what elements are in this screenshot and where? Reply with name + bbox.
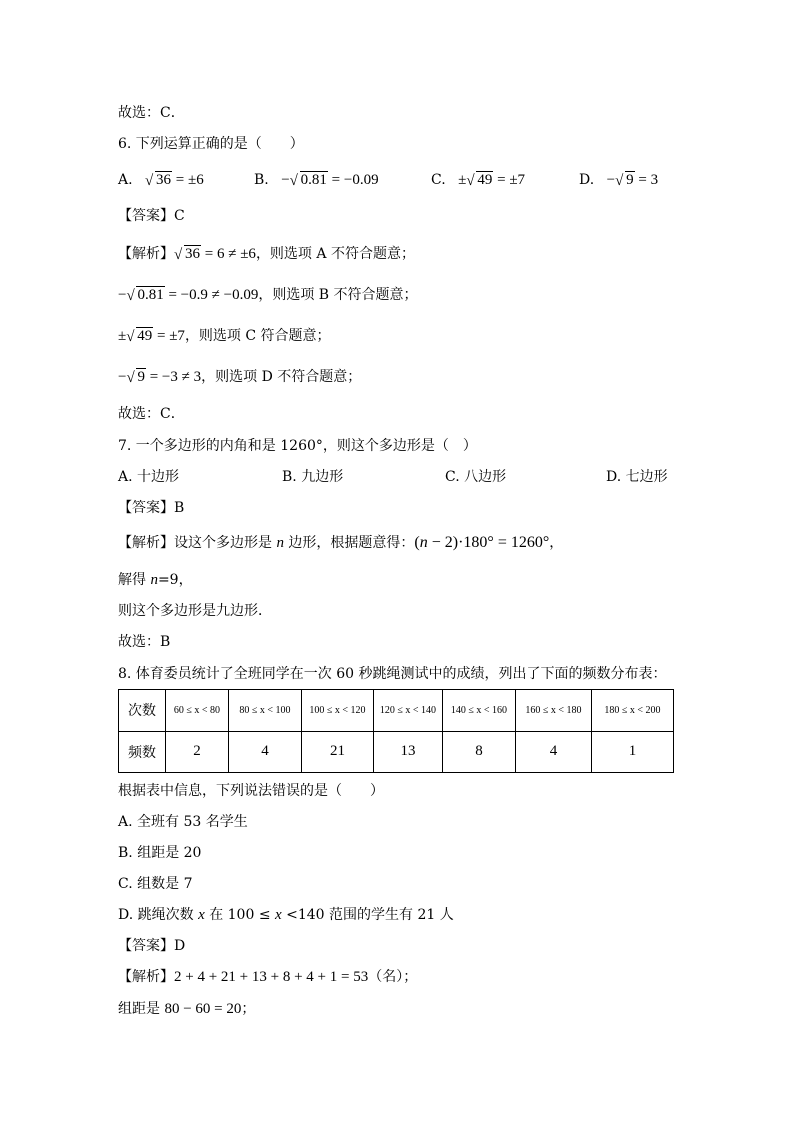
q7-solve: 解得 n=9， (118, 572, 193, 588)
q8-explanation-1: 【解析】2 + 4 + 21 + 13 + 8 + 4 + 1 = 53（名）； (118, 969, 418, 985)
q6-explanation-1: 【解析】 √ 36 = 6 ≠ ±6，则选项 A 不符合题意； (118, 246, 415, 263)
q6-explanation-2: − √ 0.81 = −0.9 ≠ −0.09，则选项 B 不符合题意； (118, 287, 418, 304)
q7-conclusion: 则这个多边形是九边形． (118, 603, 272, 619)
q6-option-c: C. ± √ 49 = ±7 (431, 172, 526, 189)
table-cell: 21 (302, 731, 374, 773)
q7-explanation: 【解析】设这个多边形是 n 边形，根据题意得：(n − 2)·180° = 1260°， (118, 534, 564, 551)
q6-stem: 6. 下列运算正确的是（ ） (118, 136, 304, 152)
q7-option-c: C. 八边形 (445, 469, 507, 485)
q6-explanation-3: ± √ 49 = ±7，则选项 C 符合题意； (118, 328, 331, 345)
sqrt-symbol: √ 49 (466, 172, 493, 189)
table-cell: 60 ≤ x < 80 (166, 690, 229, 732)
q7-option-b: B. 九边形 (282, 469, 344, 485)
q7-choice: 故选：B (118, 634, 171, 650)
table-row-label: 次数 (119, 690, 166, 732)
q7-stem: 7. 一个多边形的内角和是 1260°，则这个多边形是（ ） (118, 438, 477, 454)
table-cell: 160 ≤ x < 180 (516, 690, 592, 732)
q6-option-b: B. − √ 0.81 = −0.09 (254, 172, 379, 189)
q8-explanation-2: 组距是 80 − 60 = 20； (118, 1001, 256, 1017)
table-cell: 8 (443, 731, 516, 773)
table-cell: 140 ≤ x < 160 (443, 690, 516, 732)
frequency-table (118, 689, 674, 773)
q7-answer: 【答案】B (118, 500, 185, 516)
sqrt-symbol: √ 49 (126, 328, 153, 345)
sqrt-symbol: √ 9 (615, 172, 634, 189)
prev-choice-line: 故选：C． (118, 105, 185, 121)
q6-option-d: D. − √ 9 = 3 (579, 172, 659, 189)
q8-option-d: D. 跳绳次数 x 在 100 ≤ x <140 范围的学生有 21 人 (118, 907, 454, 923)
q8-option-b: B. 组距是 20 (118, 845, 202, 861)
q8-option-c: C. 组数是 7 (118, 876, 193, 892)
q8-stem: 8. 体育委员统计了全班同学在一次 60 秒跳绳测试中的成绩，列出了下面的频数分布表： (118, 666, 667, 682)
table-cell: 1 (592, 731, 674, 773)
table-row-label: 频数 (119, 731, 166, 773)
table-cell: 80 ≤ x < 100 (229, 690, 302, 732)
table-cell: 4 (229, 731, 302, 773)
table-cell: 2 (166, 731, 229, 773)
table-cell: 13 (374, 731, 443, 773)
table-cell: 100 ≤ x < 120 (302, 690, 374, 732)
q8-option-a: A. 全班有 53 名学生 (118, 814, 248, 830)
q6-explanation-4: − √ 9 = −3 ≠ 3，则选项 D 不符合题意； (118, 369, 362, 386)
sqrt-symbol: √ 0.81 (126, 287, 164, 304)
table-cell: 4 (516, 731, 592, 773)
sqrt-symbol: √ 0.81 (289, 172, 327, 189)
table-cell: 120 ≤ x < 140 (374, 690, 443, 732)
sqrt-symbol: √ 36 (145, 172, 172, 189)
q6-option-a: A. √ 36 = ±6 (118, 172, 204, 189)
sqrt-symbol: √ 36 (174, 246, 200, 263)
table-cell: 180 ≤ x < 200 (592, 690, 674, 732)
q6-answer: 【答案】C (118, 208, 185, 224)
table-row (119, 690, 674, 732)
sqrt-symbol: √ 9 (126, 369, 145, 386)
table-row (119, 731, 674, 773)
q7-option-a: A. 十边形 (118, 469, 180, 485)
q6-choice: 故选：C． (118, 406, 185, 422)
q8-answer: 【答案】D (118, 938, 186, 954)
q7-option-d: D. 七边形 (606, 469, 668, 485)
q8-question: 根据表中信息，下列说法错误的是（ ） (118, 783, 384, 799)
